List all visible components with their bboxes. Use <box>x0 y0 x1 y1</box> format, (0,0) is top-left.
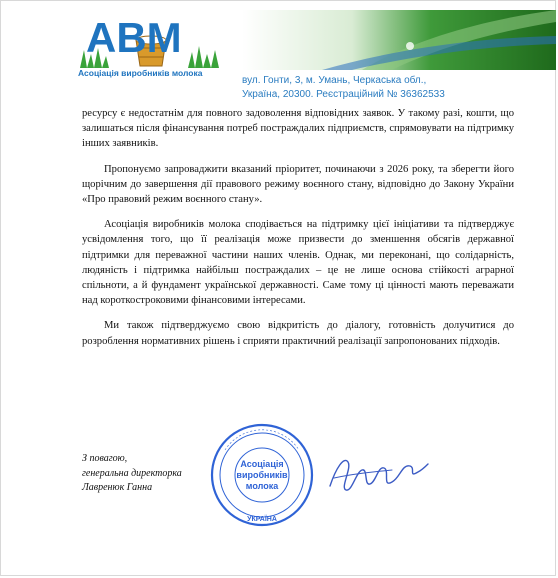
signoff-name: Лавренюк Ганна <box>82 482 153 493</box>
stamp-center-line-2: виробників <box>236 470 288 480</box>
header-banner <box>242 10 556 70</box>
association-logo <box>78 10 228 78</box>
stamp-graphic <box>205 420 320 530</box>
stamp-bottom-text: УКРАЇНА <box>247 516 277 523</box>
signature-graphic <box>322 448 432 498</box>
paragraph: Ми також підтверджуємо свою відкритість до діалогу, готовність долучитися до розроблення нормативних рішень і сприяти практичний реалізації запропонованих підходів. <box>82 320 514 347</box>
address-line-1: вул. Гонти, 3, м. Умань, Черкаська обл., <box>242 75 427 86</box>
address-block <box>242 74 445 102</box>
address-line-2: Україна, 20300. Реєстраційний № 36362533 <box>242 89 445 100</box>
paragraph: ресурсу є недостатнім для повного задоволення відповідних заявок. У такому разі, кошти, що залишаться після фінансування потреб постраждалих підприємств, спрямовувати на підтримку інших заявників. <box>82 108 514 150</box>
stamp-center-line-3: молока <box>245 481 279 491</box>
signoff-block <box>82 452 182 496</box>
logo-letters: АВМ <box>86 14 182 61</box>
stamp-center-line-1: Асоціація <box>240 459 284 469</box>
logo-graphic <box>78 10 228 70</box>
paragraph: Асоціація виробників молока сподівається на підтримку цієї ініціативи та підтверджує усвідомлення того, що її реалізація може призвести до зменшення обсягів державної підтримки для переважної частини наших членів. Однак, ми переконані, що солідарність, людяність і підтримка найбільш постраждалих – це не лише основа стійкості аграрної спільноти, а й фундамент української державності. Саме тому ці цінності мають переважати над короткостроковими фінансовими інтересами. <box>82 219 514 307</box>
paragraph: Пропонуємо запроваджити вказаний пріоритет, починаючи з 2026 року, та зберегти його щорічним до завершення дії правового режиму воєнного стану, відповідно до Закону України «Про правовий режим воєнного стану». <box>82 163 514 206</box>
letter-body <box>82 106 514 359</box>
signoff-position: генеральна директорка <box>82 467 182 479</box>
handwritten-signature <box>322 448 432 498</box>
signoff-greeting: З повагою, <box>82 453 128 464</box>
banner-graphic <box>242 10 556 70</box>
logo-caption: Асоціація виробників молока <box>78 68 203 78</box>
organization-stamp <box>205 420 320 530</box>
